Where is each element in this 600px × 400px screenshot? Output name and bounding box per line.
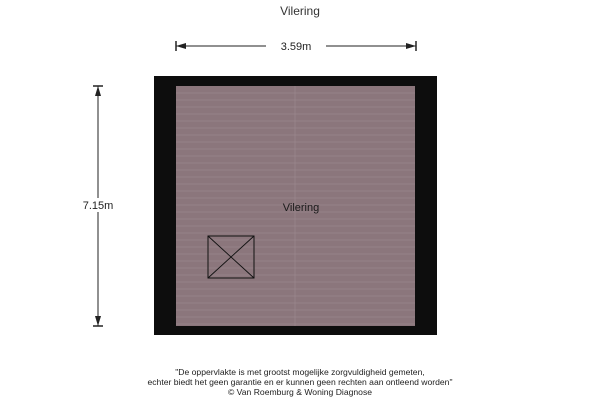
height-dimension (74, 86, 122, 326)
disclaimer-line-1: "De oppervlakte is met grootst mogelijke zorgvuldigheid gemeten, (175, 367, 425, 377)
width-dimension (176, 38, 416, 53)
height-label: 7.15m (82, 200, 114, 212)
disclaimer (0, 367, 600, 397)
disclaimer-line-3: © Van Roemburg & Woning Diagnose (227, 387, 373, 397)
room-label: Vilering (282, 202, 320, 214)
width-label: 3.59m (280, 41, 312, 53)
page-title: Vilering (280, 4, 320, 18)
disclaimer-line-2: echter biedt het geen garantie en er kunnen geen rechten aan ontleend worden" (147, 377, 453, 387)
